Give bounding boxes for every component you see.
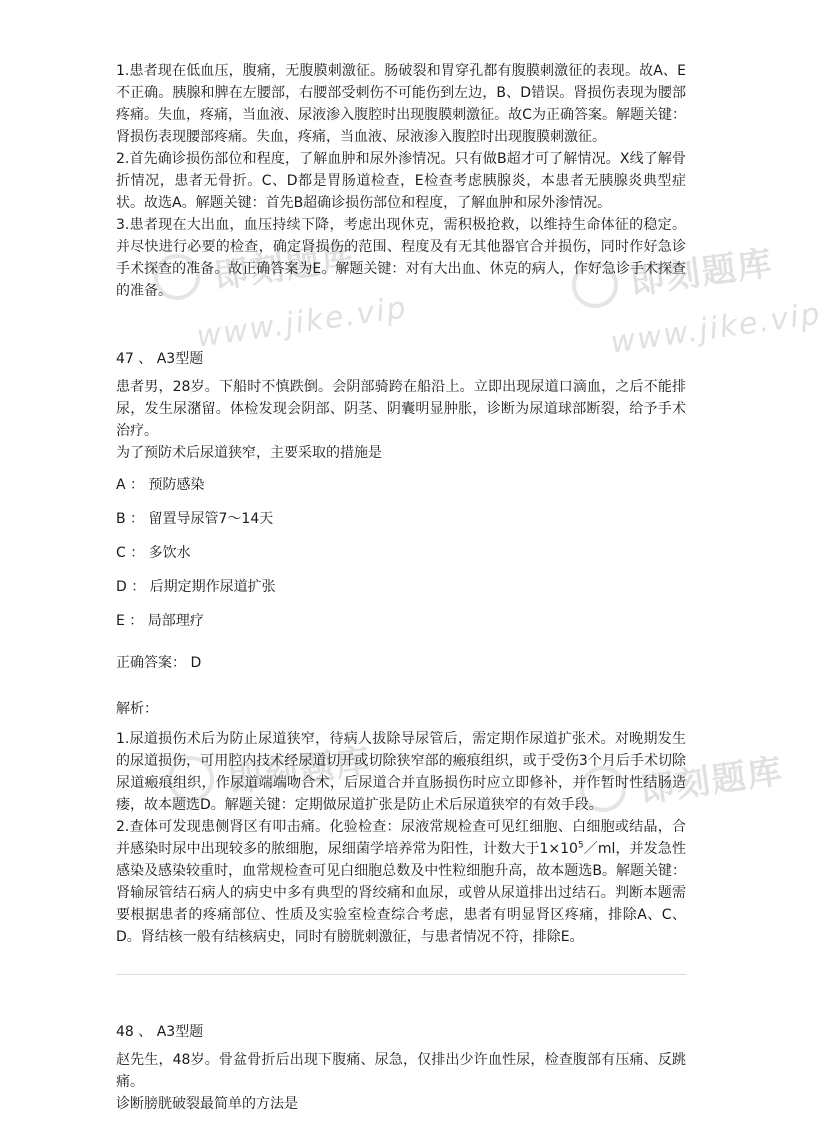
analysis-paragraph: 3.患者现在大出血，血压持续下降，考虑出现休克，需积极抢救，以维持生命体征的稳定。并尽快进行必要的检查，确定肾损伤的范围、程度及有无其他器官合并损伤，同时作好急诊手术探查的准备。故正确答案为E。解题关键：对有大出血、休克的病人，作好急诊手术探查的准备。 [116, 217, 686, 299]
watermark-text-en: www.jike.vip [608, 296, 824, 361]
option-d[interactable]: D ： 后期定期作尿道扩张 [116, 579, 276, 595]
option-list [116, 474, 686, 632]
option-e[interactable]: E ： 局部理疗 [116, 613, 204, 629]
question-47 [116, 348, 686, 975]
question-text: 为了预防术后尿道狭窄，主要采取的措施是 [116, 445, 382, 461]
analysis-body [116, 728, 686, 948]
document-page [116, 60, 686, 1115]
question-stem: 赵先生，48岁。骨盆骨折后出现下腹痛、尿急，仅排出少许血性尿，检查腹部有压痛、反跳痛。 [116, 1052, 686, 1090]
watermark-text-cn: 即刻题库 [627, 243, 777, 303]
exponent: 5 [577, 840, 584, 851]
correct-answer: 正确答案： D [116, 655, 202, 671]
option-b[interactable]: B ： 留置导尿管7～14天 [116, 511, 274, 527]
watermark-text-cn: 即刻题库 [211, 237, 361, 297]
watermark-text-cn: 即刻题库 [637, 751, 787, 811]
analysis-paragraph [116, 816, 686, 948]
option-c[interactable]: C ： 多饮水 [116, 545, 191, 561]
option-a[interactable]: A ： 预防感染 [116, 477, 205, 493]
previous-analysis [116, 60, 686, 302]
question-stem: 患者男，28岁。下船时不慎跌倒。会阴部骑跨在船沿上。立即出现尿道口滴血，之后不能排尿，发生尿潴留。体检发现会阴部、阴茎、阴囊明显肿胀，诊断为尿道球部断裂，给予手术治疗。 [116, 379, 686, 439]
analysis-paragraph: 1.患者现在低血压，腹痛，无腹膜刺激征。肠破裂和胃穿孔都有腹膜刺激征的表现。故A、E不正确。胰腺和脾在左腰部，右腰部受刺伤不可能伤到左边，B、D错误。肾损伤表现为腰部疼痛。失血，疼痛，当血液、尿液渗入腹腔时出现腹膜刺激征。故C为正确答案。解题关键：肾损伤表现腰部疼痛。失血，疼痛，当血液、尿液渗入腹腔时出现腹膜刺激征。 [116, 63, 686, 145]
analysis-title: 解析： [116, 701, 158, 717]
analysis-paragraph: 1.尿道损伤术后为防止尿道狭窄，待病人拔除导尿管后，需定期作尿道扩张术。对晚期发生的尿道损伤，可用腔内技术经尿道切开或切除狭窄部的瘢痕组织，或于受伤3个月后手术切除尿道瘢痕组织，作尿道端端吻合术，后尿道合并直肠损伤时应立即修补，并作暂时性结肠造瘘，故本题选D。解题关键：定期做尿道扩张是防止术后尿道狭窄的有效手段。 [116, 731, 686, 813]
analysis-text: 2.查体可发现患侧肾区有叩击痛。化验检查：尿液常规检查可见红细胞、白细胞或结晶，合并感染时尿中出现较多的脓细胞，尿细菌学培养常为阳性，计数大于1×10 [116, 819, 686, 857]
analysis-paragraph: 2.首先确诊损伤部位和程度，了解血肿和尿外渗情况。只有做B超才可了解情况。X线了解骨折情况，患者无骨折。C、D都是胃肠道检查，E检查考虑胰腺炎，本患者无胰腺炎典型症状。故选A。解题关键：首先B超确诊损伤部位和程度，了解血肿和尿外渗情况。 [116, 151, 686, 211]
question-header: 47 、 A3型题 [116, 351, 204, 367]
question-header: 48 、 A3型题 [116, 1024, 204, 1040]
watermark-text-cn: 即刻题库 [225, 741, 375, 801]
divider [116, 974, 686, 975]
analysis-text: ／ml，并发急性感染及感染较重时，血常规检查可见白细胞总数及中性粒细胞升高，故本题选B。解题关键：肾输尿管结石病人的病史中多有典型的肾绞痛和血尿，或曾从尿道排出过结石。判断本题需要根据患者的疼痛部位、性质及实验室检查综合考虑，患者有明显肾区疼痛，排除A、C、D。肾结核一般有结核病史，同时有膀胱刺激征，与患者情况不符，排除E。 [116, 841, 686, 945]
watermark-text-en: www.jike.vip [194, 290, 410, 355]
question-48 [116, 1021, 686, 1115]
question-text: 诊断膀胱破裂最简单的方法是 [116, 1096, 298, 1112]
